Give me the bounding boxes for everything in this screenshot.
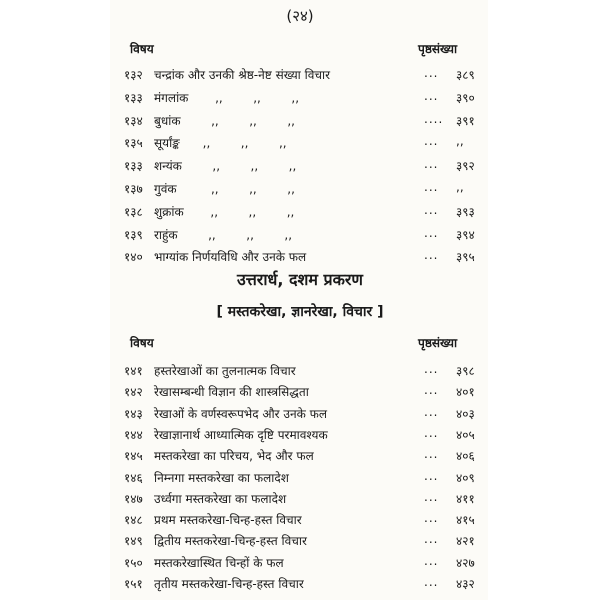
toc-row-leader: ... <box>424 225 439 240</box>
toc-row <box>0 405 600 425</box>
toc-row-page: ४०३ <box>456 406 475 421</box>
toc-row-page: ४११ <box>456 491 475 506</box>
toc-row <box>0 490 600 510</box>
toc-row <box>0 447 600 467</box>
toc-row-title: राहुंक ,, ,, ,, <box>154 227 293 242</box>
toc-row-page: ,, <box>456 134 464 149</box>
toc-row-number: १३३ <box>124 90 143 105</box>
toc-row-title: मंगलांक ,, ,, ,, <box>154 90 300 105</box>
toc-row-number: १४४ <box>124 427 143 442</box>
toc-row <box>0 134 600 154</box>
toc-row-number: १४९ <box>124 534 143 549</box>
toc-row-title: रेखाज्ञानार्थ आध्यात्मिक दृष्टि परमावश्यक <box>154 427 328 442</box>
toc-row-page: ४०१ <box>456 385 475 400</box>
toc-row-number: १३९ <box>124 227 143 242</box>
toc-row-page: ४३२ <box>456 577 475 591</box>
toc-row <box>0 66 600 86</box>
toc-row <box>0 226 600 246</box>
toc-row-leader: ... <box>424 489 439 504</box>
toc-row-leader: ... <box>424 553 439 568</box>
toc-row-leader: ... <box>424 88 439 103</box>
page-number: (२४) <box>286 7 314 25</box>
toc-row-leader: ... <box>424 202 439 217</box>
toc-row <box>0 383 600 403</box>
toc-row-page: ३९४ <box>456 227 475 242</box>
toc-row-page: ३९१ <box>456 113 475 128</box>
toc-row-leader: .... <box>424 111 444 126</box>
toc-row-number: १४६ <box>124 470 143 485</box>
toc-row-leader: ... <box>424 66 439 80</box>
toc-row <box>0 203 600 223</box>
toc-row-number: १४० <box>124 250 143 265</box>
toc-row <box>0 157 600 177</box>
toc-row-page: ३९५ <box>456 250 475 265</box>
toc-row-page: ३९३ <box>456 204 475 219</box>
toc-row-leader: ... <box>424 447 439 462</box>
section1-header-subject: विषय <box>130 42 154 56</box>
toc-row-leader: ... <box>424 425 439 440</box>
toc-row-title: उर्ध्वगा मस्तकरेखा का फलादेश <box>154 491 287 506</box>
toc-row-title: गुवंक ,, ,, ,, <box>154 182 295 196</box>
toc-row-title: रेखाओं के वर्णस्वरूपभेद और उनके फल <box>154 406 328 421</box>
toc-row-page: ३९० <box>456 90 475 105</box>
toc-row-page: ३८९ <box>456 68 475 82</box>
toc-row-number: १४२ <box>124 385 143 400</box>
toc-row-leader: ... <box>424 248 439 263</box>
toc-row-title: द्वितीय मस्तकरेखा-चिन्ह-हस्त विचार <box>154 534 307 549</box>
toc-row-leader: ... <box>424 532 439 547</box>
toc-row-page: ४२७ <box>456 555 475 570</box>
toc-row-title: मस्तकरेखा का परिचय, भेद और फल <box>154 449 314 464</box>
toc-row-leader: ... <box>424 575 439 589</box>
toc-row <box>0 469 600 489</box>
toc-row-number: १४१ <box>124 364 143 378</box>
toc-row-leader: ... <box>424 468 439 483</box>
toc-row-title: शुक्रांक ,, ,, ,, <box>154 204 295 219</box>
toc-row-number: १३५ <box>124 136 143 151</box>
toc-row <box>0 112 600 132</box>
toc-row-title: निम्नगा मस्तकरेखा का फलादेश <box>154 470 289 485</box>
toc-row-title: मस्तकरेखास्थित चिन्हों के फल <box>154 555 284 570</box>
toc-row-number: १४८ <box>124 513 143 528</box>
section1-header-page: पृष्ठसंख्या <box>418 42 458 56</box>
toc-row-leader: ... <box>424 180 439 194</box>
toc-row-title: प्रथम मस्तकरेखा-चिन्ह-हस्त विचार <box>154 513 302 528</box>
toc-row-number: १४७ <box>124 491 143 506</box>
toc-row-leader: ... <box>424 134 439 149</box>
toc-row <box>0 248 600 268</box>
toc-row-number: १४३ <box>124 406 143 421</box>
toc-row-number: १४५ <box>124 449 143 464</box>
toc-row-leader: ... <box>424 157 439 172</box>
toc-row-title: रेखासम्बन्धी विज्ञान की शास्त्रसिद्धता <box>154 385 309 400</box>
toc-row-page: ४०६ <box>456 449 475 464</box>
section2-header-subject: विषय <box>130 336 154 350</box>
toc-row-title: हस्तरेखाओं का तुलनात्मक विचार <box>154 364 296 378</box>
section-subtitle: [ मस्तकरेखा, ज्ञानरेखा, विचार ] <box>216 304 384 320</box>
toc-row-number: १३२ <box>124 68 143 82</box>
toc-row-page: ४०९ <box>456 470 475 485</box>
toc-row-page: ३९८ <box>456 364 475 378</box>
toc-row-number: १५१ <box>124 577 143 591</box>
toc-row-title: चन्द्रांक और उनकी श्रेष्ठ-नेष्ट संख्या विचार <box>154 68 331 82</box>
toc-row <box>0 180 600 200</box>
toc-row-leader: ... <box>424 511 439 526</box>
toc-row <box>0 89 600 109</box>
toc-row-number: १५० <box>124 555 143 570</box>
toc-row-number: १३४ <box>124 113 143 128</box>
toc-row-page: ३९२ <box>456 159 475 174</box>
toc-row-leader: ... <box>424 404 439 419</box>
toc-row <box>0 511 600 531</box>
toc-row-number: १३३ <box>124 159 143 174</box>
toc-row-page: ४०५ <box>456 427 475 442</box>
toc-row-title: भाग्यांक निर्णयविधि और उनके फल <box>154 250 307 265</box>
toc-row <box>0 426 600 446</box>
toc-row-page: ,, <box>456 180 464 194</box>
section2-header-page: पृष्ठसंख्या <box>418 336 458 350</box>
toc-row <box>0 362 600 382</box>
toc-row-number: १३७ <box>124 182 143 196</box>
toc-row-title: सूर्यांङ्क ,, ,, ,, <box>154 136 287 151</box>
toc-row-page: ४१५ <box>456 513 475 528</box>
toc-row <box>0 575 600 595</box>
toc-row-leader: ... <box>424 362 439 376</box>
toc-row-title: बुधांक ,, ,, ,, <box>154 113 295 128</box>
toc-row <box>0 554 600 574</box>
toc-row-number: १३८ <box>124 204 143 219</box>
section-title: उत्तरार्ध, दशम प्रकरण <box>236 270 364 289</box>
toc-row-leader: ... <box>424 383 439 398</box>
toc-row <box>0 532 600 552</box>
toc-row-page: ४२१ <box>456 534 475 549</box>
toc-row-title: शन्यंक ,, ,, ,, <box>154 159 297 174</box>
toc-row-title: तृतीय मस्तकरेखा-चिन्ह-हस्त विचार <box>154 577 304 591</box>
